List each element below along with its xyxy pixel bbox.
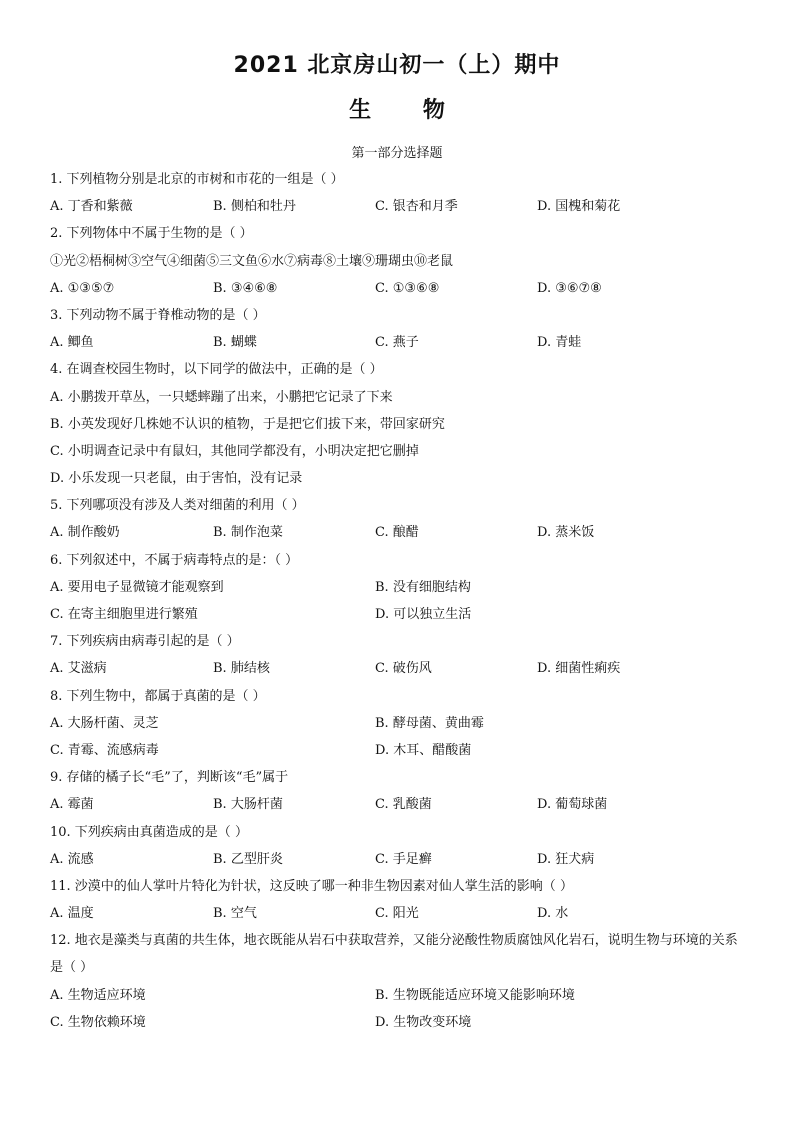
option-c: C. 阳光	[375, 906, 419, 922]
question-options	[50, 601, 750, 628]
option-d: D. 木耳、醋酸菌	[375, 742, 472, 758]
option-a: A. 丁香和紫薇	[50, 199, 133, 215]
question-stem: 10. 下列疾病由真菌造成的是（ ）	[50, 824, 248, 840]
option-b: B. 大肠杆菌	[213, 797, 283, 813]
question-stem: 6. 下列叙述中，不属于病毒特点的是：（ ）	[50, 552, 299, 568]
option-a: A. 艾滋病	[50, 661, 107, 677]
option-a: A. 霉菌	[50, 797, 94, 813]
option-b: B. 生物既能适应环境又能影响环境	[375, 987, 575, 1003]
option-b: B. 肺结核	[213, 661, 270, 677]
question-stem: 2. 下列物体中不属于生物的是（ ）	[50, 226, 253, 242]
option-b: B. 酵母菌、黄曲霉	[375, 715, 484, 731]
option-c: C. 生物依赖环境	[50, 1014, 146, 1030]
option-a: A. 制作酸奶	[50, 525, 120, 541]
option-d: D. 生物改变环境	[375, 1014, 472, 1030]
question-stem: 8. 下列生物中，都属于真菌的是（ ）	[50, 688, 266, 704]
option-c: C. 青霉、流感病毒	[50, 742, 159, 758]
option-c: C. 破伤风	[375, 661, 432, 677]
option-d: D. ③⑥⑦⑧	[537, 280, 602, 296]
question-stem: 12. 地衣是藻类与真菌的共生体，地衣既能从岩石中获取营养，又能分泌酸性物质腐蚀风化岩石，说明生物与环境的关系是（ ）	[50, 933, 738, 976]
question-options	[50, 519, 750, 546]
option-a: A. 要用电子显微镜才能观察到	[50, 579, 224, 595]
question-stem: 1. 下列植物分别是北京的市树和市花的一组是（ ）	[50, 172, 344, 187]
option-c: C. 乳酸菌	[375, 797, 432, 813]
question-options	[50, 982, 750, 1009]
option-c: C. 手足癣	[375, 851, 432, 867]
option-c: C. ①③⑥⑧	[375, 280, 440, 296]
question-options	[50, 791, 750, 818]
option-a: A. 大肠杆菌、灵芝	[50, 715, 159, 731]
question-stem: 9. 存储的橘子长“毛”了，判断该“毛”属于	[50, 770, 289, 786]
option-d: D. 水	[537, 906, 569, 922]
option-d: D. 可以独立生活	[375, 607, 472, 622]
question-stem: 5. 下列哪项没有涉及人类对细菌的利用（ ）	[50, 498, 305, 514]
option-b: B. ③④⑥⑧	[213, 280, 278, 296]
option-b: B. 没有细胞结构	[375, 579, 471, 595]
question-options	[50, 1009, 750, 1036]
section-heading: 第一部分选择题	[351, 146, 443, 161]
question-options	[50, 574, 750, 601]
option-b: B. 小英发现好几株她不认识的植物，于是把它们拔下来，带回家研究	[50, 416, 445, 432]
option-b: B. 蝴蝶	[213, 335, 257, 351]
question-options	[50, 275, 750, 302]
option-c: C. 小明调查记录中有鼠妇，其他同学都没有，小明决定把它删掉	[50, 443, 419, 459]
question-list	[50, 166, 750, 1036]
exam-title: 2021 北京房山初一（上）期中	[233, 53, 561, 78]
question-material: ①光②梧桐树③空气④细菌⑤三文鱼⑥水⑦病毒⑧土壤⑨珊瑚虫⑩老鼠	[50, 253, 454, 269]
option-a: A. 鲫鱼	[50, 335, 94, 351]
question-options	[50, 900, 750, 927]
option-d: D. 国槐和菊花	[537, 199, 621, 215]
question-options	[50, 655, 750, 682]
question-stem: 7. 下列疾病由病毒引起的是（ ）	[50, 634, 240, 650]
subject-title: 生 物	[349, 98, 445, 123]
option-d: D. 小乐发现一只老鼠，由于害怕，没有记录	[50, 471, 303, 487]
option-b: B. 乙型肝炎	[213, 851, 283, 867]
option-d: D. 葡萄球菌	[537, 797, 608, 813]
question-options	[50, 329, 750, 356]
option-d: D. 蒸米饭	[537, 525, 595, 541]
option-a: A. 生物适应环境	[50, 987, 146, 1003]
option-c: C. 燕子	[375, 335, 419, 351]
option-c: C. 银杏和月季	[375, 199, 458, 215]
option-c: C. 酿醋	[375, 525, 419, 541]
option-b: B. 空气	[213, 906, 257, 922]
question-options	[50, 846, 750, 873]
option-b: B. 制作泡菜	[213, 525, 283, 541]
question-options	[50, 737, 750, 764]
question-stem: 4. 在调查校园生物时，以下同学的做法中，正确的是（ ）	[50, 362, 383, 378]
option-d: D. 狂犬病	[537, 851, 595, 867]
option-d: D. 青蛙	[537, 335, 582, 351]
question-options	[50, 193, 750, 220]
option-a: A. 小鹏拨开草丛，一只蟋蟀蹦了出来，小鹏把它记录了下来	[50, 389, 393, 405]
option-c: C. 在寄主细胞里进行繁殖	[50, 607, 198, 622]
option-a: A. 温度	[50, 906, 94, 922]
option-b: B. 侧柏和牡丹	[213, 199, 296, 215]
option-a: A. ①③⑤⑦	[50, 280, 115, 296]
question-options	[50, 710, 750, 737]
question-stem: 11. 沙漠中的仙人掌叶片特化为针状，这反映了哪一种非生物因素对仙人掌生活的影响（ ）	[50, 878, 573, 894]
question-stem: 3. 下列动物不属于脊椎动物的是（ ）	[50, 307, 266, 323]
option-d: D. 细菌性痢疾	[537, 661, 621, 677]
option-a: A. 流感	[50, 851, 94, 867]
